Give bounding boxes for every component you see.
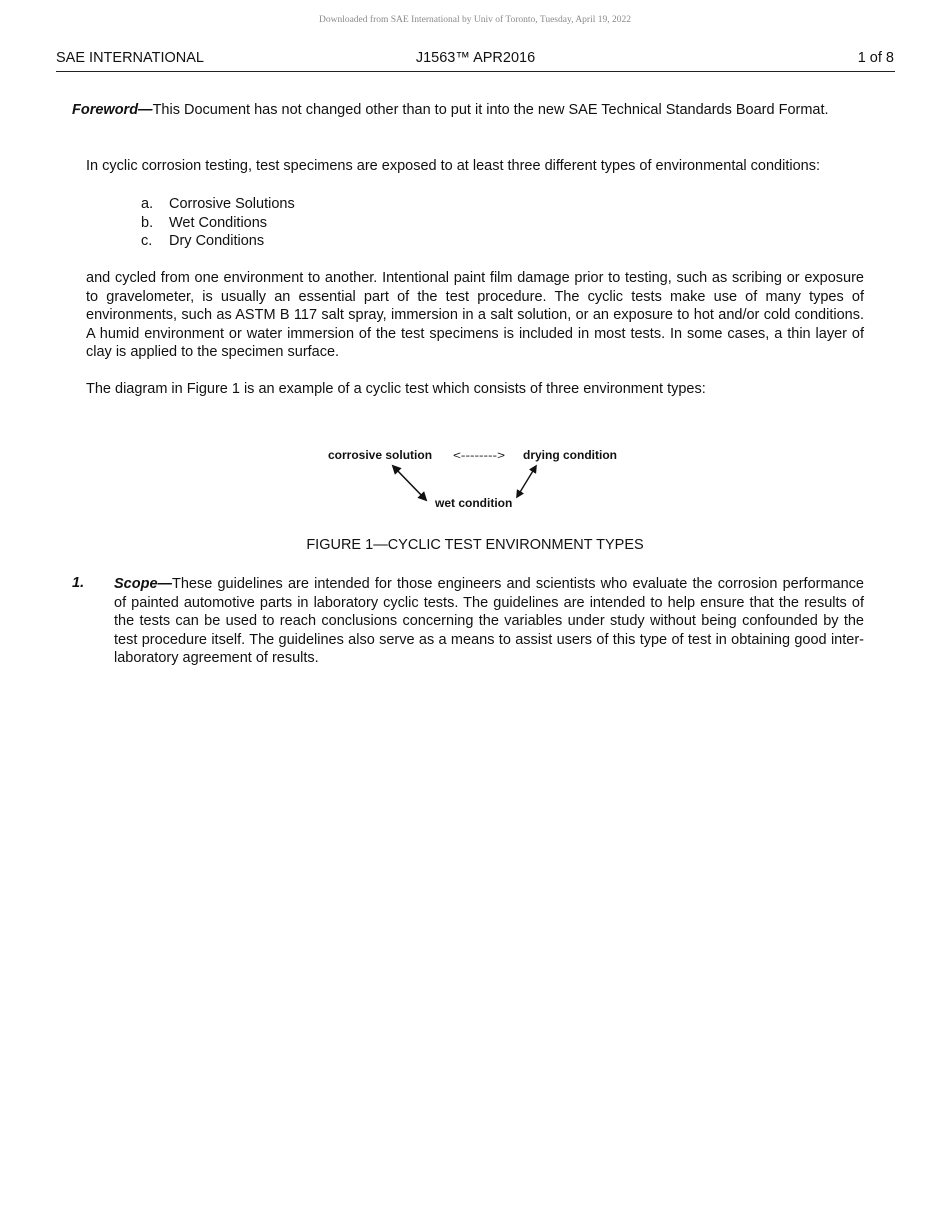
- arrow-corrosive-wet: [393, 466, 426, 500]
- intro-paragraph: In cyclic corrosion testing, test specimens are exposed to at least three different types of environmental conditions:: [86, 158, 820, 174]
- list-item-text: Wet Conditions: [169, 214, 268, 231]
- cyclic-test-diagram: [320, 440, 630, 520]
- header-doc-id: J1563™ APR2016: [415, 50, 536, 66]
- page-header: [56, 49, 895, 72]
- figure-caption: FIGURE 1—CYCLIC TEST ENVIRONMENT TYPES: [306, 537, 644, 553]
- scope-text: These guidelines are intended for those engineers and scientists who evaluate the corrosion performance of painted automotive parts in laboratory cyclic tests. The guidelines are intended to help ensure that the results of the tests can be used to reach conclusions concerning the variables under study without being confounded by the test procedure itself. The guidelines also serve as a means to assist users of this type of test in obtaining good inter-laboratory agreement of results.: [114, 576, 864, 666]
- foreword-label: Foreword—: [72, 102, 153, 118]
- header-page-number: 1 of 8: [857, 50, 894, 66]
- scope-label: Scope—: [114, 576, 173, 592]
- node-link-arrow: <-------->: [453, 450, 505, 462]
- node-drying-condition: drying condition: [523, 448, 617, 462]
- list-marker: a.: [141, 196, 154, 212]
- arrow-drying-wet: [517, 466, 536, 497]
- node-corrosive-solution: corrosive solution: [328, 448, 433, 462]
- header-org: SAE INTERNATIONAL: [56, 50, 204, 66]
- list-item-text: Corrosive Solutions: [169, 196, 295, 212]
- list-marker: b.: [141, 214, 154, 231]
- scope-paragraph: [114, 575, 864, 668]
- list-item-text: Dry Conditions: [169, 233, 265, 249]
- download-watermark: Downloaded from SAE International by Univ of Toronto, Tuesday, April 19, 2022: [318, 15, 631, 25]
- scope-section-number: 1.: [72, 575, 85, 591]
- cycle-paragraph: and cycled from one environment to another. Intentional paint film damage prior to testing, such as scribing or exposure to gravelometer, is usually an essential part of the test procedure. The cyclic tests make use of many types of environments, such as ASTM B 117 salt spray, immersion in a salt solution, or an exposure to hot and/or cold conditions. A humid environment or water immersion of the test specimens is included in most tests. In some cases, a thin layer of clay is applied to the specimen surface.: [86, 270, 864, 360]
- node-wet-condition: wet condition: [435, 496, 513, 510]
- diagram-svg: [320, 440, 630, 520]
- diagram-intro-paragraph: The diagram in Figure 1 is an example of a cyclic test which consists of three environment types:: [86, 381, 706, 397]
- list-marker: c.: [141, 233, 153, 249]
- foreword-paragraph: [72, 101, 864, 120]
- foreword-text: This Document has not changed other than to put it into the new SAE Technical Standards Board Format.: [152, 102, 829, 118]
